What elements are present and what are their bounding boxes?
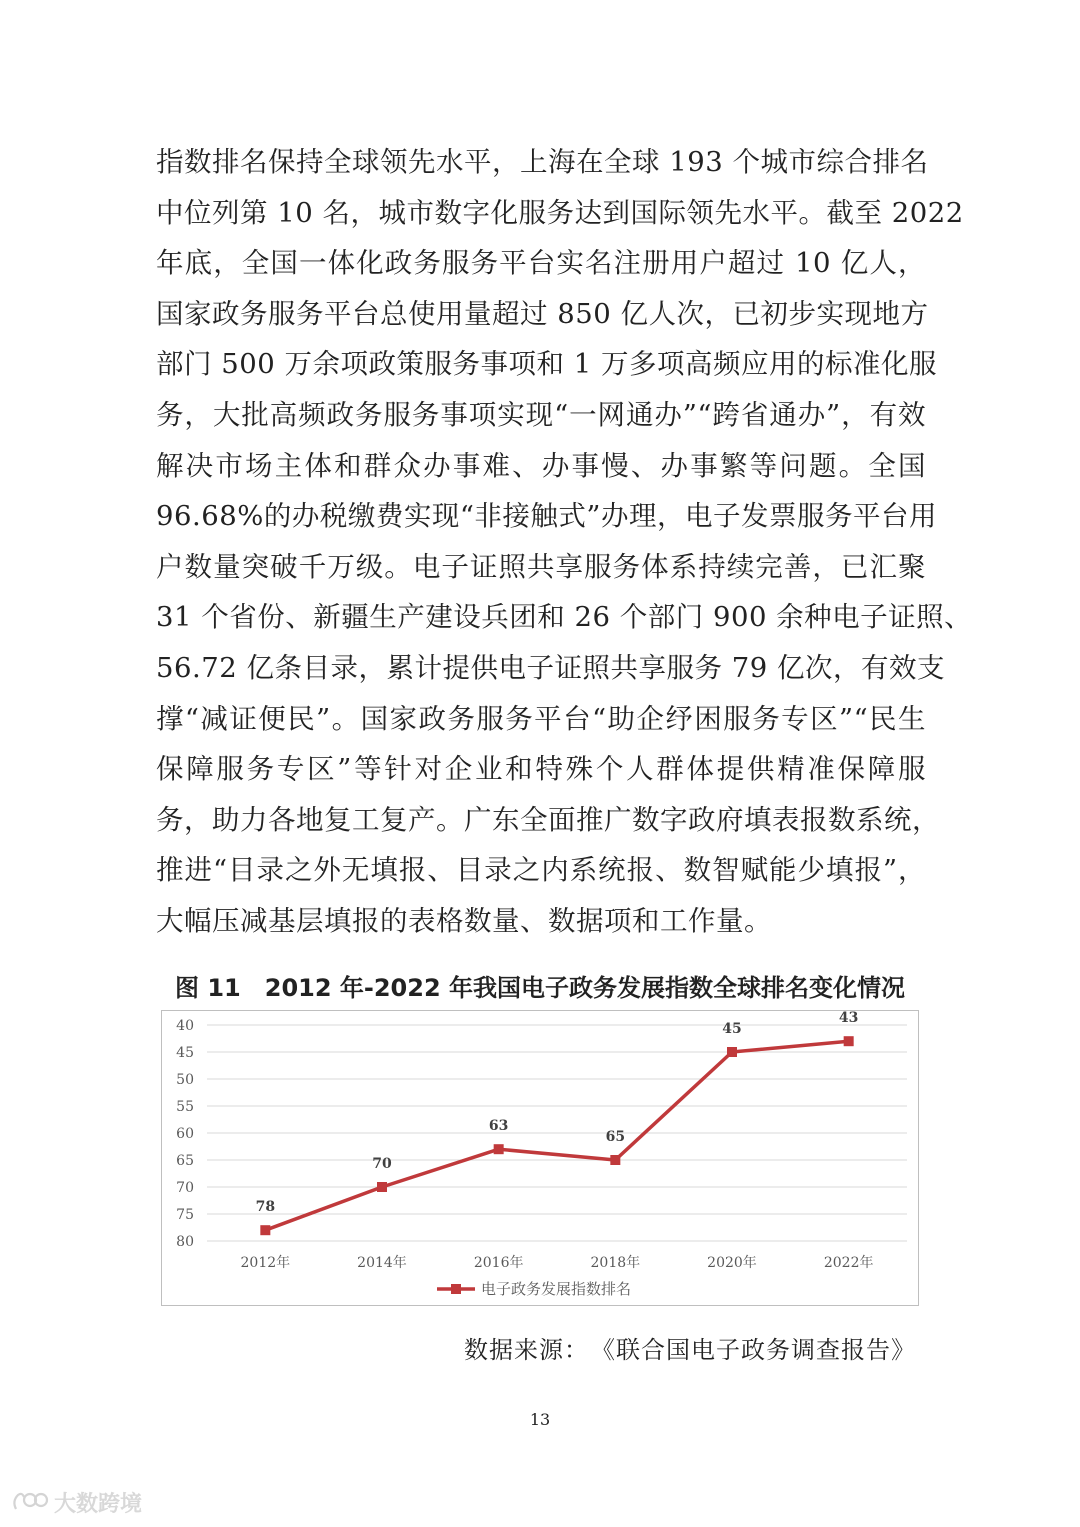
y-tick-label: 40: [176, 1018, 194, 1034]
watermark-text: 大数跨境: [54, 1491, 143, 1517]
body-line: 解决市场主体和群众办事难、办事慢、办事繁等问题。全国: [156, 449, 926, 482]
data-label: 65: [605, 1129, 626, 1145]
body-line: 国家政务服务平台总使用量超过 850 亿人次，已初步实现地方: [156, 297, 929, 330]
figure-title: [0, 968, 1080, 1003]
data-label: 45: [722, 1021, 742, 1037]
body-line: 96.68%的办税缴费实现“非接触式”办理，电子发票服务平台用: [156, 500, 937, 533]
watermark-logo-icon: [10, 1489, 50, 1515]
x-tick-label: 2014年: [357, 1255, 407, 1271]
body-line: 中位列第 10 名，城市数字化服务达到国际领先水平。截至 2022: [156, 196, 964, 229]
body-line: 务，大批高频政务服务事项实现“一网通办”“跨省通办”，有效: [156, 398, 926, 431]
source-text: 《联合国电子政务调查报告》: [603, 1336, 916, 1364]
y-tick-label: 70: [176, 1180, 194, 1196]
x-tick-label: 2022年: [823, 1255, 874, 1271]
x-tick-label: 2018年: [590, 1255, 641, 1271]
data-label: 70: [372, 1156, 392, 1172]
figure-caption: 2012 年-2022 年我国电子政务发展指数全球排名变化情况: [264, 974, 906, 1002]
data-label: 78: [255, 1199, 276, 1216]
y-tick-label: 80: [176, 1234, 194, 1250]
body-line: 务，助力各地复工复产。广东全面推广数字政府填表报数系统，: [156, 803, 940, 836]
data-point: [494, 1144, 504, 1154]
data-point: [377, 1182, 387, 1192]
series-line: [265, 1041, 848, 1230]
data-point: [610, 1155, 620, 1165]
body-line: 56.72 亿条目录，累计提供电子证照共享服务 79 亿次，有效支: [156, 651, 945, 684]
body-line: 部门 500 万余项政策服务事项和 1 万多项高频应用的标准化服: [156, 348, 937, 381]
source-label: 数据来源：: [464, 1336, 589, 1364]
watermark: [10, 1487, 142, 1517]
body-line: 推进“目录之外无填报、目录之内系统报、数智赋能少填报”，: [156, 854, 926, 887]
data-point: [260, 1225, 270, 1235]
y-tick-label: 45: [176, 1045, 194, 1061]
body-line: 年底，全国一体化政务服务平台实名注册用户超过 10 亿人，: [156, 247, 926, 280]
body-line: 撑“减证便民”。国家政务服务平台“助企纾困服务专区”“民生: [156, 702, 926, 735]
page-number: 13: [529, 1410, 551, 1429]
data-point: [727, 1047, 737, 1057]
data-label: 63: [488, 1118, 509, 1135]
data-point: [844, 1036, 854, 1046]
x-tick-label: 2016年: [473, 1255, 524, 1271]
x-tick-label: 2020年: [707, 1255, 757, 1271]
body-line: 31 个省份、新疆生产建设兵团和 26 个部门 900 余种电子证照、: [156, 601, 973, 634]
line-chart: [161, 1010, 919, 1306]
legend-marker: [451, 1284, 461, 1294]
body-text: [156, 137, 973, 947]
chart-svg: [162, 1011, 917, 1304]
body-line: 大幅压减基层填报的表格数量、数据项和工作量。: [156, 904, 772, 937]
body-line: 户数量突破千万级。电子证照共享服务体系持续完善，已汇聚: [156, 550, 926, 583]
figure-number: 图 11: [174, 974, 241, 1002]
x-tick-label: 2012年: [240, 1255, 291, 1271]
y-tick-label: 65: [176, 1153, 194, 1169]
y-tick-label: 60: [176, 1126, 194, 1142]
y-tick-label: 50: [176, 1072, 194, 1088]
y-tick-label: 55: [176, 1099, 194, 1115]
body-line: 保障服务专区”等针对企业和特殊个人群体提供精准保障服: [156, 753, 926, 786]
data-source: [464, 1330, 916, 1365]
legend-label: 电子政务发展指数排名: [481, 1280, 632, 1298]
data-label: 43: [838, 1011, 859, 1027]
y-tick-label: 75: [176, 1207, 194, 1223]
body-line: 指数排名保持全球领先水平，上海在全球 193 个城市综合排名: [156, 146, 929, 178]
